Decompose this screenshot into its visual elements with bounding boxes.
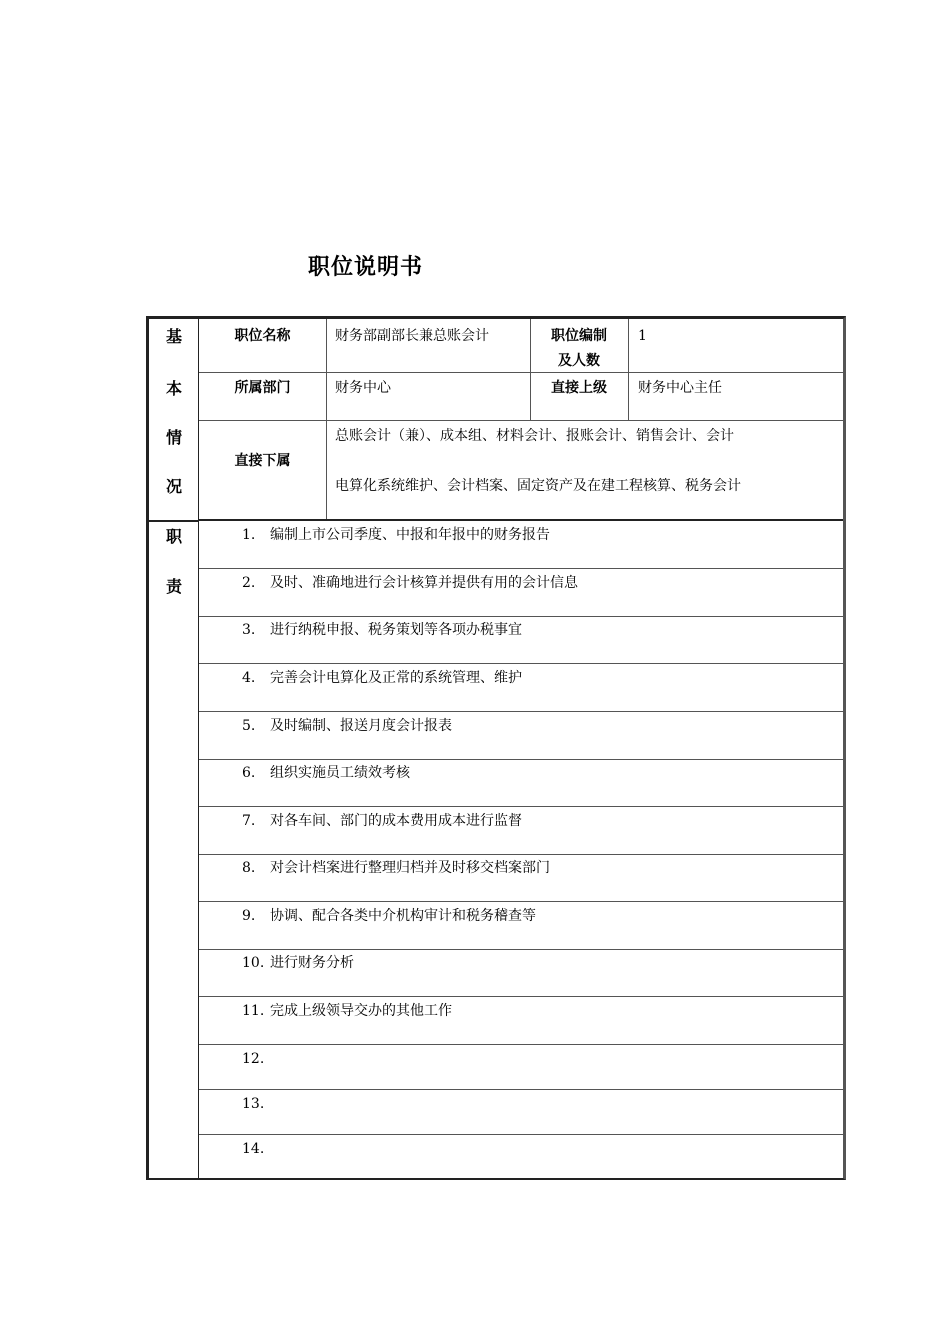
- section-divider-side: [149, 520, 199, 522]
- duty-item-10: [242, 953, 354, 973]
- label2-column-divider: [628, 319, 629, 421]
- side-label-basic-2: 本: [165, 379, 182, 398]
- duty-row-divider: [199, 806, 843, 807]
- superior-label: 直接上级: [551, 380, 607, 396]
- duty-number: 4.: [242, 670, 256, 686]
- subordinates-line2: 电算化系统维护、会计档案、固定资产及在建工程核算、税务会计: [335, 478, 741, 494]
- duty-row-divider: [199, 854, 843, 855]
- duty-item-6: [242, 763, 410, 783]
- side-label-basic-4: 况: [165, 477, 182, 496]
- duty-item-3: [242, 620, 522, 640]
- department-value: 财务中心: [335, 380, 391, 396]
- duty-number: 7.: [242, 813, 256, 829]
- duty-item-12: [242, 1049, 270, 1069]
- duty-item-2: [242, 573, 578, 593]
- duty-row-divider: [199, 996, 843, 997]
- duty-text: 编制上市公司季度、中报和年报中的财务报告: [270, 527, 550, 543]
- duty-row-divider: [199, 949, 843, 950]
- department-label: 所属部门: [234, 380, 291, 396]
- duty-number: 10.: [242, 955, 265, 971]
- duty-text: 进行纳税申报、税务策划等各项办税事宜: [270, 622, 522, 638]
- duty-item-11: [242, 1001, 452, 1021]
- duty-number: 13.: [242, 1096, 265, 1112]
- side-label-duties-2: 责: [165, 577, 182, 596]
- duty-row-divider: [199, 711, 843, 712]
- duty-item-8: [242, 858, 550, 878]
- duty-row-divider: [199, 1089, 843, 1090]
- duty-number: 8.: [242, 860, 256, 876]
- duty-number: 9.: [242, 908, 256, 924]
- duty-number: 11.: [242, 1003, 265, 1019]
- page-title: 职位说明书: [308, 255, 424, 280]
- duty-row-divider: [199, 1044, 843, 1045]
- duty-number: 5.: [242, 718, 256, 734]
- headcount-value: 1: [638, 328, 647, 344]
- duty-text: 及时、准确地进行会计核算并提供有用的会计信息: [270, 575, 578, 591]
- duty-item-4: [242, 668, 522, 688]
- duty-number: 1.: [242, 527, 256, 543]
- duty-item-7: [242, 811, 522, 831]
- subordinates-label: 直接下属: [234, 453, 291, 469]
- duty-text: 对会计档案进行整理归档并及时移交档案部门: [270, 860, 550, 876]
- duty-text: 进行财务分析: [270, 955, 354, 971]
- duty-text: 组织实施员工绩效考核: [270, 765, 410, 781]
- headcount-label-line2: 及人数: [558, 353, 600, 369]
- headcount-label-line1: 职位编制: [551, 328, 607, 344]
- duty-row-divider: [199, 663, 843, 664]
- duty-text: 协调、配合各类中介机构审计和税务稽查等: [270, 908, 536, 924]
- duty-number: 2.: [242, 575, 256, 591]
- duty-row-divider: [199, 759, 843, 760]
- duty-item-9: [242, 906, 536, 926]
- row-divider: [199, 420, 843, 421]
- row-divider: [199, 372, 843, 373]
- position-name-label: 职位名称: [234, 328, 291, 344]
- duty-number: 6.: [242, 765, 256, 781]
- duty-row-divider: [199, 1134, 843, 1135]
- duty-text: 完成上级领导交办的其他工作: [270, 1003, 452, 1019]
- job-description-form: [146, 316, 846, 1180]
- duty-item-5: [242, 716, 452, 736]
- side-label-basic-1: 基: [165, 327, 182, 346]
- duty-item-14: [242, 1139, 270, 1159]
- side-label-basic-3: 情: [165, 428, 182, 447]
- duty-number: 14.: [242, 1141, 265, 1157]
- duty-row-divider: [199, 616, 843, 617]
- duty-item-13: [242, 1094, 270, 1114]
- side-label-duties-1: 职: [165, 527, 182, 546]
- duty-number: 12.: [242, 1051, 265, 1067]
- duty-row-divider: [199, 901, 843, 902]
- position-name-value: 财务部副部长兼总账会计: [335, 328, 489, 344]
- section-divider: [199, 519, 843, 521]
- duty-text: 对各车间、部门的成本费用成本进行监督: [270, 813, 522, 829]
- superior-value: 财务中心主任: [638, 380, 722, 396]
- duty-text: 及时编制、报送月度会计报表: [270, 718, 452, 734]
- duty-text: 完善会计电算化及正常的系统管理、维护: [270, 670, 522, 686]
- duty-number: 3.: [242, 622, 256, 638]
- subordinates-line1: 总账会计（兼）、成本组、材料会计、报账会计、销售会计、会计: [335, 428, 734, 444]
- duty-item-1: [242, 525, 550, 545]
- duty-row-divider: [199, 568, 843, 569]
